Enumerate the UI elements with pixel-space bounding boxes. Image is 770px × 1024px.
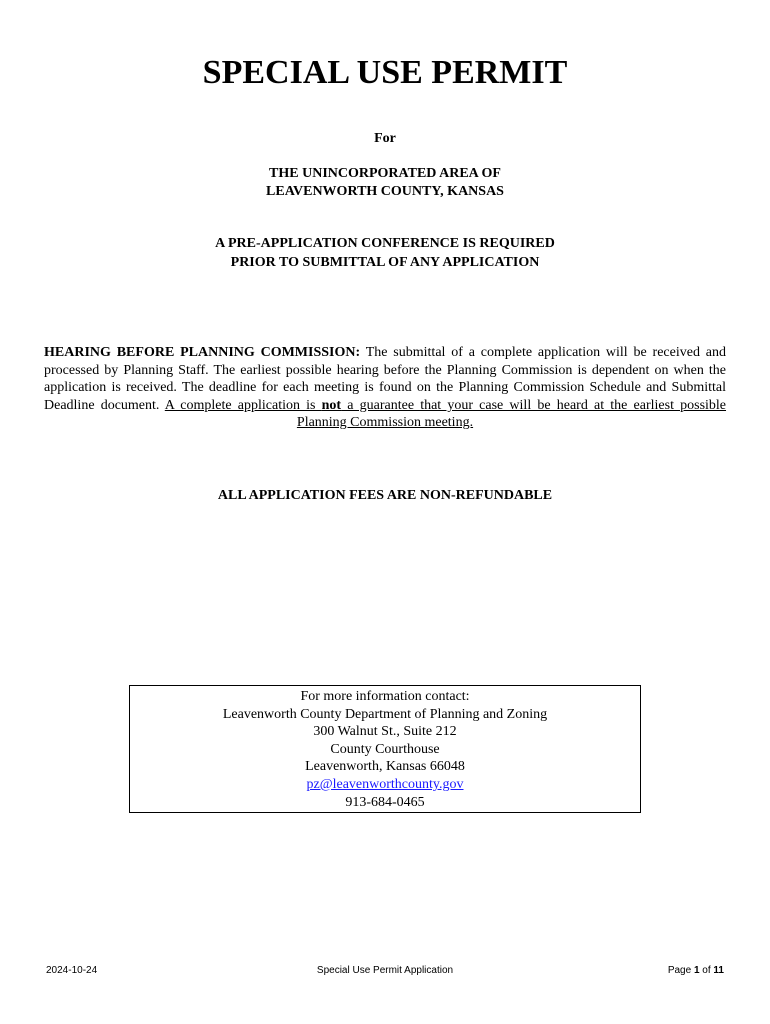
pre-application-line-1: A PRE-APPLICATION CONFERENCE IS REQUIRED [215, 236, 555, 251]
document-title: SPECIAL USE PERMIT [202, 54, 568, 91]
hearing-body: The submittal of a complete application will be received and processed by Planning Staff. The earliest possible hearing before the Planning Commission is dependent on when the application is received. The deadline for each meeting is found on the Planning Commission Schedule and Submittal Deadline document. [44, 345, 726, 413]
footer-doc-name: Special Use Permit Application [316, 965, 454, 976]
hearing-guarantee-note: A complete application is not a guarantee that your case will be heard at the earliest possible Planning Commission meeting. [164, 397, 727, 431]
contact-intro: For more information contact: [300, 689, 470, 704]
pre-application-line-2: PRIOR TO SUBMITTAL OF ANY APPLICATION [230, 255, 540, 270]
contact-department: Leavenworth County Department of Planning and Zoning [222, 706, 548, 722]
contact-box [129, 685, 641, 813]
contact-city: Leavenworth, Kansas 66048 [305, 759, 465, 775]
footer-date: 2024-10-24 [46, 965, 98, 976]
area-line-2: LEAVENWORTH COUNTY, KANSAS [266, 184, 504, 199]
contact-email-link[interactable]: pz@leavenworthcounty.gov [306, 776, 464, 792]
contact-address: 300 Walnut St., Suite 212 [313, 724, 457, 740]
area-line-1: THE UNINCORPORATED AREA OF [269, 166, 501, 181]
footer-page-number: Page 1 of 11 [667, 965, 724, 976]
fees-notice: ALL APPLICATION FEES ARE NON-REFUNDABLE [217, 488, 553, 503]
hearing-paragraph [44, 344, 726, 432]
contact-phone: 913-684-0465 [345, 794, 425, 810]
for-label: For [374, 131, 396, 146]
hearing-heading: HEARING BEFORE PLANNING COMMISSION: [44, 345, 361, 360]
contact-building: County Courthouse [330, 741, 440, 757]
